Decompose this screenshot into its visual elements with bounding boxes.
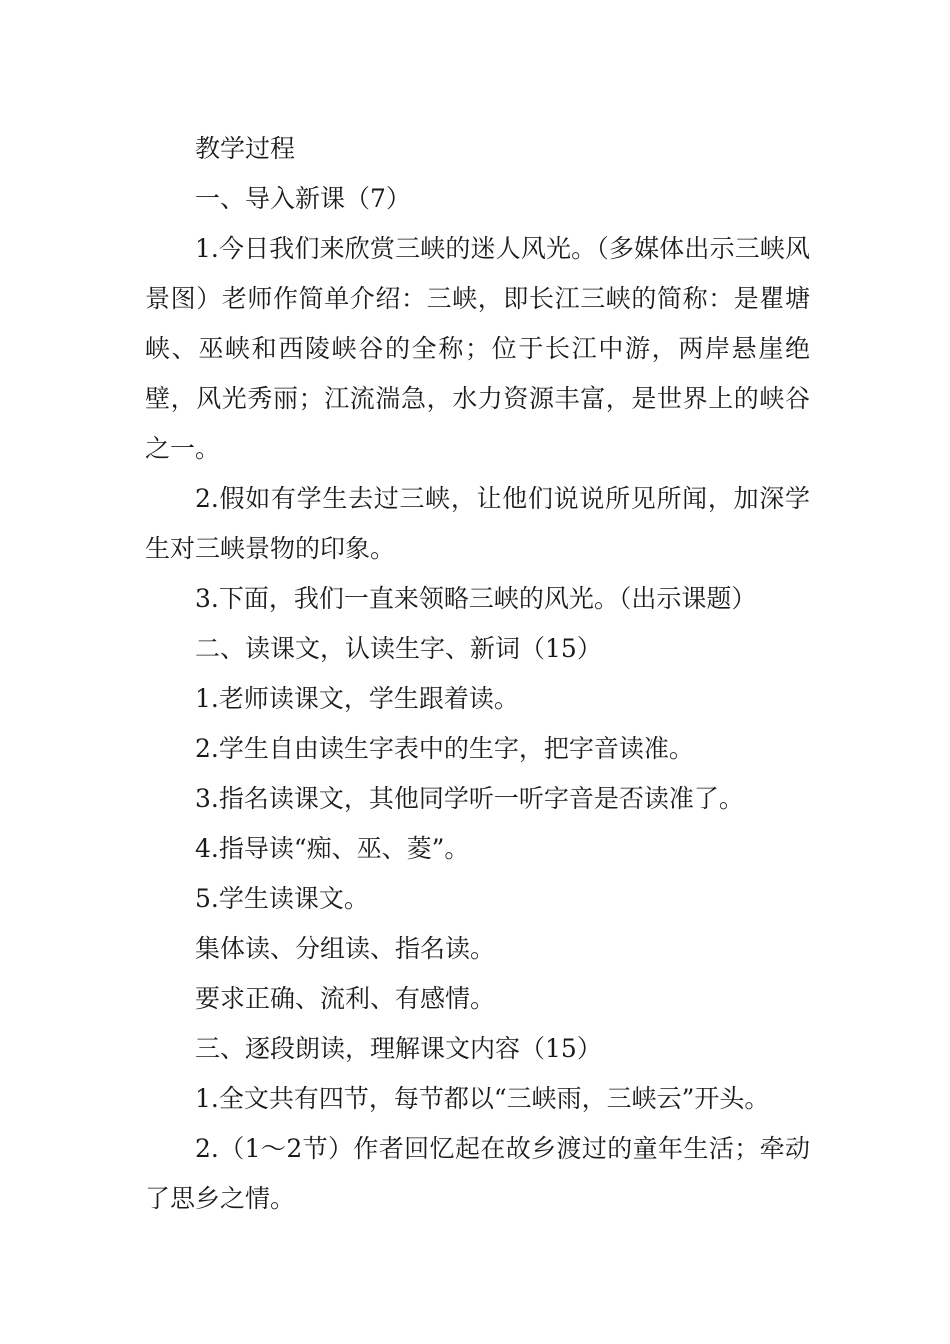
paragraph-reading-modes: 集体读、分组读、指名读。 — [195, 934, 496, 963]
paragraph-reading-1: 1.老师读课文，学生跟着读。 — [195, 684, 519, 713]
paragraph-understanding-1: 1.全文共有四节，每节都以“三峡雨，三峡云”开头。 — [195, 1084, 770, 1113]
section-heading-understanding: 三、逐段朗读，理解课文内容（15） — [195, 1034, 602, 1063]
paragraph-reading-2: 2.学生自由读生字表中的生字，把字音读准。 — [195, 734, 694, 763]
document-body — [145, 124, 810, 1224]
section-heading-reading: 二、读课文，认读生字、新词（15） — [195, 634, 602, 663]
paragraph-intro-1: 1.今日我们来欣赏三峡的迷人风光。（多媒体出示三峡风景图）老师作简单介绍：三峡，即长江三峡的简称：是瞿塘峡、巫峡和西陵峡谷的全称；位于长江中游，两岸悬崖绝壁，风光秀丽；江流湍急，水力资源丰富，是世界上的峡谷之一。 — [145, 234, 810, 463]
paragraph-reading-3: 3.指名读课文，其他同学听一听字音是否读准了。 — [195, 784, 744, 813]
paragraph-reading-5: 5.学生读课文。 — [195, 884, 369, 913]
paragraph-intro-3: 3.下面，我们一直来领略三峡的风光。（出示课题） — [195, 584, 757, 613]
paragraph-reading-4: 4.指导读“痴、巫、菱”。 — [195, 834, 470, 863]
paragraph-understanding-2: 2.（1～2节）作者回忆起在故乡渡过的童年生活；牵动了思乡之情。 — [145, 1134, 810, 1213]
paragraph-intro-2: 2.假如有学生去过三峡，让他们说说所见所闻，加深学生对三峡景物的印象。 — [145, 484, 810, 563]
paragraph-reading-requirements: 要求正确、流利、有感情。 — [195, 984, 496, 1013]
heading-teaching-process: 教学过程 — [195, 134, 296, 163]
section-heading-intro: 一、导入新课（7） — [195, 184, 411, 213]
